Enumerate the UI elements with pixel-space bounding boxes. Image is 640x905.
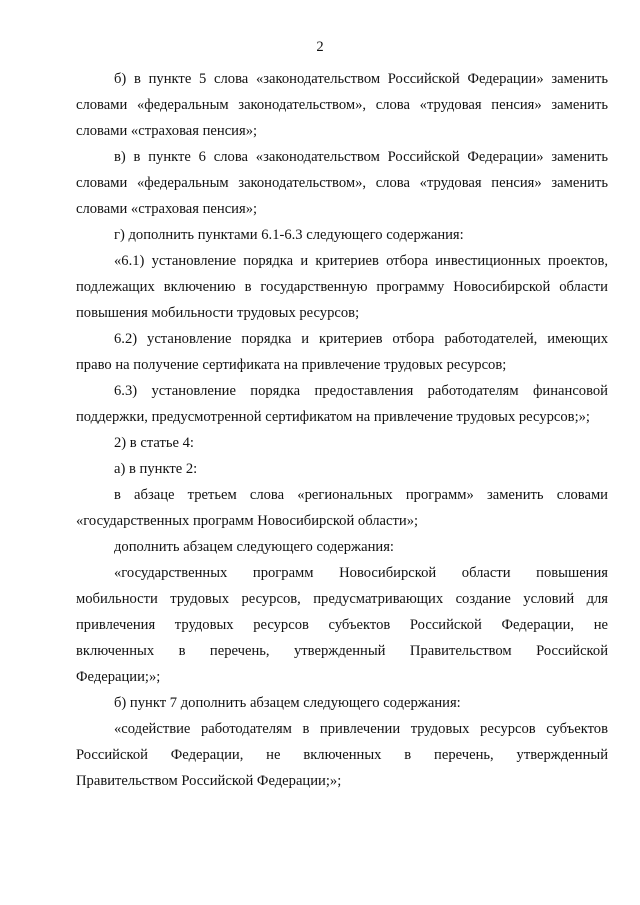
text-line: словами «страховая пенсия»; [76, 201, 258, 217]
text-line: мобильности трудовых ресурсов, предусматривающих создание условий для [76, 591, 608, 607]
text-line: дополнить абзацем следующего содержания: [114, 539, 394, 555]
text-line: 6.2) установление порядка и критериев отбора работодателей, имеющих [114, 331, 608, 347]
text-line: подлежащих включению в государственную программу Новосибирской области [76, 279, 608, 295]
text-line: «государственных программ Новосибирской области повышения [114, 565, 608, 581]
text-line: Правительством Российской Федерации;»; [76, 773, 342, 789]
text-line: б) пункт 7 дополнить абзацем следующего содержания: [114, 695, 461, 711]
page-number: 2 [316, 39, 324, 55]
text-line: словами «федеральным законодательством», слова «трудовая пенсия» заменить [76, 175, 608, 191]
text-line: повышения мобильности трудовых ресурсов; [76, 305, 360, 321]
text-line: «содействие работодателям в привлечении трудовых ресурсов субъектов [114, 721, 608, 737]
text-line: «6.1) установление порядка и критериев отбора инвестиционных проектов, [114, 253, 608, 269]
text-line: привлечения трудовых ресурсов субъектов Российской Федерации, не [76, 617, 608, 633]
text-line: Федерации;»; [76, 669, 161, 685]
text-line: «государственных программ Новосибирской области»; [76, 513, 419, 529]
text-line: 2) в статье 4: [114, 435, 194, 451]
text-line: словами «страховая пенсия»; [76, 123, 258, 139]
text-line: словами «федеральным законодательством», слова «трудовая пенсия» заменить [76, 97, 608, 113]
text-line: Российской Федерации, не включенных в перечень, утвержденный [76, 747, 608, 763]
text-line: а) в пункте 2: [114, 461, 198, 477]
text-line: включенных в перечень, утвержденный Правительством Российской [76, 643, 608, 659]
text-line: в) в пункте 6 слова «законодательством Российской Федерации» заменить [114, 149, 608, 165]
text-line: 6.3) установление порядка предоставления работодателям финансовой [114, 383, 608, 399]
text-line: в абзаце третьем слова «региональных программ» заменить словами [114, 487, 608, 503]
text-line: б) в пункте 5 слова «законодательством Российской Федерации» заменить [114, 71, 608, 87]
text-line: поддержки, предусмотренной сертификатом на привлечение трудовых ресурсов;»; [76, 409, 590, 425]
text-line: г) дополнить пунктами 6.1-6.3 следующего содержания: [114, 227, 464, 243]
text-line: право на получение сертификата на привлечение трудовых ресурсов; [76, 357, 507, 373]
